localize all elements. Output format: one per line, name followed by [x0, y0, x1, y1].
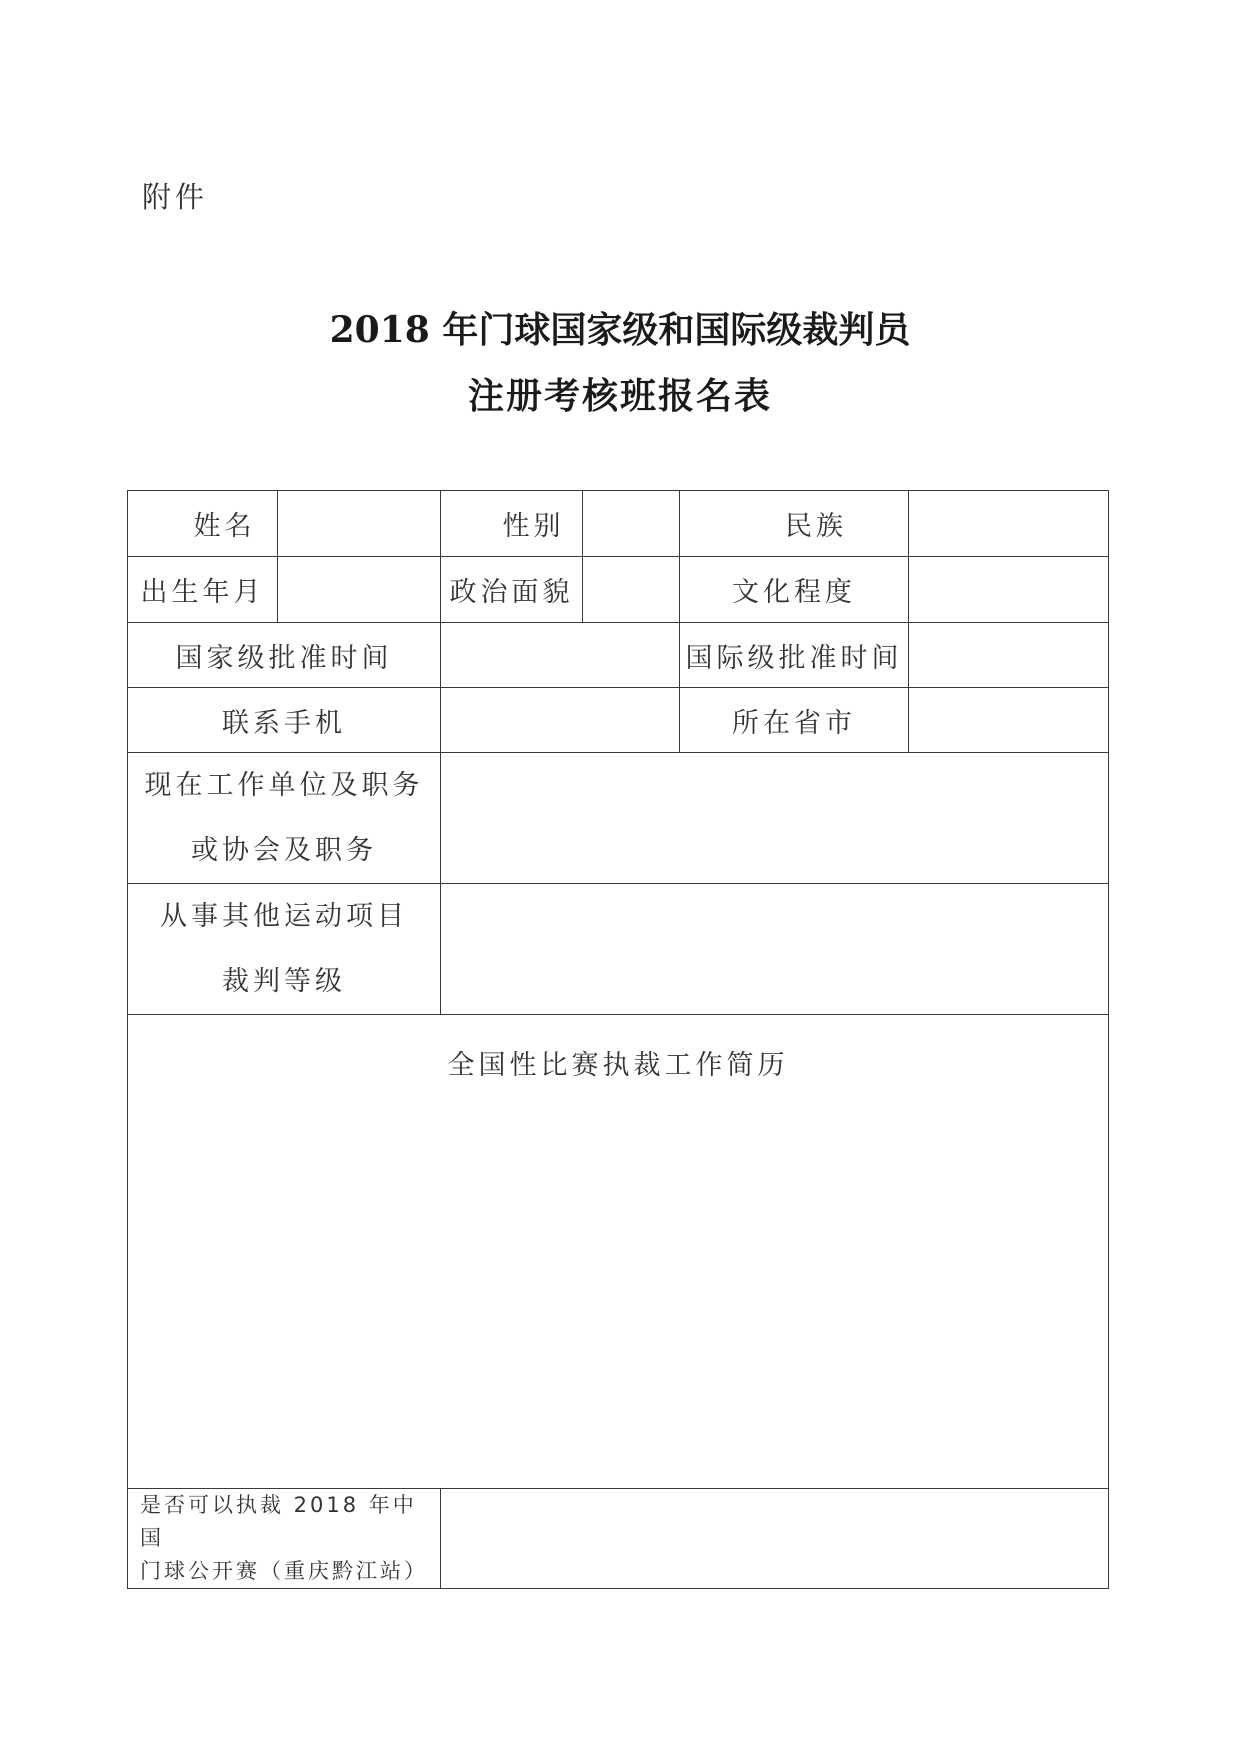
other-sport-label-line1: 从事其他运动项目 [160, 901, 408, 932]
birth-label: 出生年月 [128, 557, 278, 623]
registration-form-table [127, 490, 1109, 1589]
work-label-line2: 或协会及职务 [191, 835, 377, 866]
province-field[interactable] [909, 688, 1109, 753]
work-label [128, 753, 441, 884]
political-label: 政治面貌 [441, 557, 583, 623]
gender-label: 性别 [441, 491, 583, 557]
name-label: 姓名 [128, 491, 278, 557]
national-approval-field[interactable] [441, 623, 680, 688]
national-approval-label: 国家级批准时间 [128, 623, 441, 688]
province-label: 所在省市 [680, 688, 909, 753]
table-row [128, 491, 1109, 557]
international-approval-field[interactable] [909, 623, 1109, 688]
table-row [128, 557, 1109, 623]
political-field[interactable] [583, 557, 680, 623]
other-sport-field[interactable] [441, 884, 1109, 1015]
ethnicity-label: 民族 [680, 491, 909, 557]
officiate-label [128, 1489, 441, 1589]
name-field[interactable] [278, 491, 441, 557]
form-title-line2: 注册考核班报名表 [467, 375, 772, 417]
other-sport-label [128, 884, 441, 1015]
gender-field[interactable] [583, 491, 680, 557]
table-row [128, 623, 1109, 688]
education-field[interactable] [909, 557, 1109, 623]
table-row [128, 1489, 1109, 1589]
officiate-label-line1: 是否可以执裁 2018 年中国 [140, 1493, 417, 1550]
phone-label: 联系手机 [128, 688, 441, 753]
other-sport-label-line2: 裁判等级 [222, 966, 346, 997]
officiate-label-line2: 门球公开赛（重庆黔江站） [140, 1559, 428, 1583]
ethnicity-field[interactable] [909, 491, 1109, 557]
birth-field[interactable] [278, 557, 441, 623]
work-field[interactable] [441, 753, 1109, 884]
table-row [128, 688, 1109, 753]
table-row [128, 884, 1109, 1015]
work-label-line1: 现在工作单位及职务 [144, 770, 424, 801]
form-title-line1: 2018 年门球国家级和国际级裁判员 [329, 309, 911, 351]
table-row [128, 1015, 1109, 1489]
international-approval-label: 国际级批准时间 [680, 623, 909, 688]
education-label: 文化程度 [680, 557, 909, 623]
officiate-field[interactable] [441, 1489, 1109, 1589]
phone-field[interactable] [441, 688, 680, 753]
resume-field[interactable] [128, 1015, 1109, 1489]
table-row [128, 753, 1109, 884]
resume-label: 全国性比赛执裁工作简历 [447, 1050, 789, 1081]
attachment-label: 附件 [142, 180, 209, 214]
